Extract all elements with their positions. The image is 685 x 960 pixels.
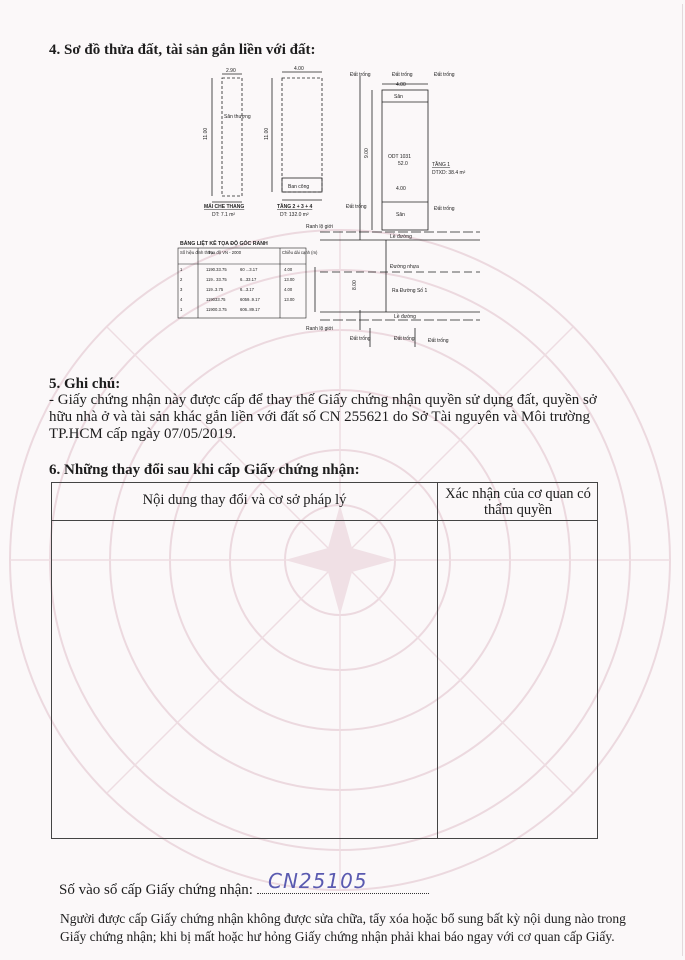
- table-header-divider: [52, 520, 597, 521]
- coordinate-table-cell: 6...3.17: [240, 287, 254, 292]
- diagram-label-dat-trong-3: Đất trống: [434, 72, 455, 78]
- diagram-label-mai-che-dt: DT: 7.1 m²: [212, 212, 236, 218]
- changes-table: [51, 482, 598, 839]
- column-header-authority: Xác nhận của cơ quan có thẩm quyền: [445, 486, 591, 518]
- diagram-dim-3b: 11.00: [264, 127, 270, 140]
- diagram-label-tang1: TẦNG 1: [432, 162, 451, 168]
- registry-number-handwritten: CN25105: [268, 869, 368, 893]
- table-column-divider: [437, 483, 438, 838]
- coordinate-table-cell: 1: [180, 267, 183, 272]
- diagram-label-odt: ODT 1031: [388, 154, 411, 160]
- diagram-label-tang234: TẦNG 2 + 3 + 4: [277, 204, 313, 210]
- diagram-label-san-top: Sân: [394, 94, 403, 100]
- diagram-label-le-duong-bottom: Lề đường: [394, 314, 416, 320]
- diagram-label-dat-trong-8: Đất trống: [428, 338, 449, 344]
- section-4-heading: 4. Sơ đồ thửa đất, tài sản gắn liền với đất:: [49, 42, 316, 58]
- diagram-dim-9b: 4.00: [396, 186, 406, 192]
- coordinate-table-header-0: Số hiệu đỉnh thửa: [180, 250, 214, 255]
- coordinate-table-header-1: Tọa độ VN - 2000: [208, 250, 242, 255]
- diagram-label-ban-cong: Ban công: [288, 184, 310, 190]
- column-header-content: Nội dung thay đổi và cơ sở pháp lý: [142, 492, 347, 508]
- diagram-label-odt-area: 52.0: [398, 161, 408, 167]
- diagram-label-duong-nhua: Đường nhựa: [390, 264, 419, 270]
- diagram-label-mai-che: MÁI CHE THANG: [204, 204, 245, 210]
- section-5-note: - Giấy chứng nhận này được cấp để thay thế Giấy chứng nhận quyền sử dụng đất, quyền sở hữu nhà ở và tài sản khác gắn liền với đất số CN 255621 do Sở Tài nguyên và Môi trường TP.HCM cấp ngày 07/05/2019.: [49, 392, 597, 442]
- coordinate-table-title: BẢNG LIỆT KÊ TỌA ĐỘ GÓC RANH: [180, 241, 268, 247]
- section-5-heading: 5. Ghi chú:: [49, 376, 121, 392]
- coordinate-table-cell: 1: [180, 307, 183, 312]
- diagram-dim-3: 11.00: [203, 127, 209, 140]
- diagram-label-dat-trong-4: Đất trống: [346, 204, 367, 210]
- diagram-label-dat-trong-1: Đất trống: [350, 72, 371, 78]
- coordinate-table-cell: 6059..9.17: [240, 297, 260, 302]
- diagram-dim-7: 9.00: [364, 148, 370, 158]
- coordinate-table-cell: 119.. 33.75: [206, 277, 227, 282]
- coordinate-table-cell: 6...33.17: [240, 277, 257, 282]
- section-6-heading: 6. Những thay đổi sau khi cấp Giấy chứng nhận:: [49, 462, 360, 478]
- coordinate-table-cell: 119..3.75: [206, 287, 224, 292]
- coordinate-table-cell: 119033.75: [206, 297, 226, 302]
- coordinate-table-cell: 606..89.17: [240, 307, 260, 312]
- diagram-dim-0: 2.90: [226, 68, 236, 74]
- diagram-label-dat-trong-6: Đất trống: [350, 336, 371, 342]
- land-plot-diagram: [160, 62, 480, 362]
- coordinate-table-cell: 13.00: [284, 297, 295, 302]
- coordinate-table-cell: 2: [180, 277, 183, 282]
- coordinate-table-header-2: Chiều dài cạnh (m): [282, 250, 318, 255]
- diagram-label-san-thuong: Sân thượng: [224, 114, 251, 120]
- diagram-label-dat-trong-5: Đất trống: [434, 206, 455, 212]
- coordinate-table-cell: 4.00: [284, 267, 293, 272]
- diagram-label-tang1-dt: DTXD: 38.4 m²: [432, 170, 466, 176]
- diagram-label-dat-trong-7: Đất trống: [394, 336, 415, 342]
- coordinate-table-cell: 4.00: [284, 287, 293, 292]
- coordinate-table-cell: 3: [180, 287, 183, 292]
- coordinate-table-cell: 11900.3.75: [206, 307, 227, 312]
- diagram-label-le-duong-top: Lề đường: [390, 234, 412, 240]
- footer-note: Người được cấp Giấy chứng nhận không được sửa chữa, tẩy xóa hoặc bổ sung bất kỳ nội dung nào trong Giấy chứng nhận; khi bị mất hoặc hư hỏng Giấy chứng nhận phải khai báo ngay với cơ quan cấp Giấy.: [60, 911, 626, 944]
- diagram-label-ra-duong: Ra Đường Số 1: [392, 288, 428, 294]
- coordinate-table-cell: 1190.33.75: [206, 267, 227, 272]
- coordinate-table-cell: 13.00: [284, 277, 295, 282]
- diagram-label-dat-trong-2: Đất trống: [392, 72, 413, 78]
- registry-line: [59, 881, 429, 899]
- diagram-label-ranh-top: Ranh lộ giới: [306, 224, 333, 230]
- diagram-label-ranh-bottom: Ranh lộ giới: [306, 326, 333, 332]
- diagram-dim-11: 8.00: [352, 280, 358, 290]
- coordinate-table-cell: 4: [180, 297, 183, 302]
- diagram-label-san: Sân: [396, 212, 405, 218]
- diagram-label-tang234-dt: DT: 132.0 m²: [280, 212, 309, 218]
- diagram-dim-9: 4.00: [396, 82, 406, 88]
- registry-label: Số vào sổ cấp Giấy chứng nhận:: [59, 882, 253, 898]
- diagram-dim-1: 4.00: [294, 66, 304, 72]
- coordinate-table-cell: 60 ...3.17: [240, 267, 258, 272]
